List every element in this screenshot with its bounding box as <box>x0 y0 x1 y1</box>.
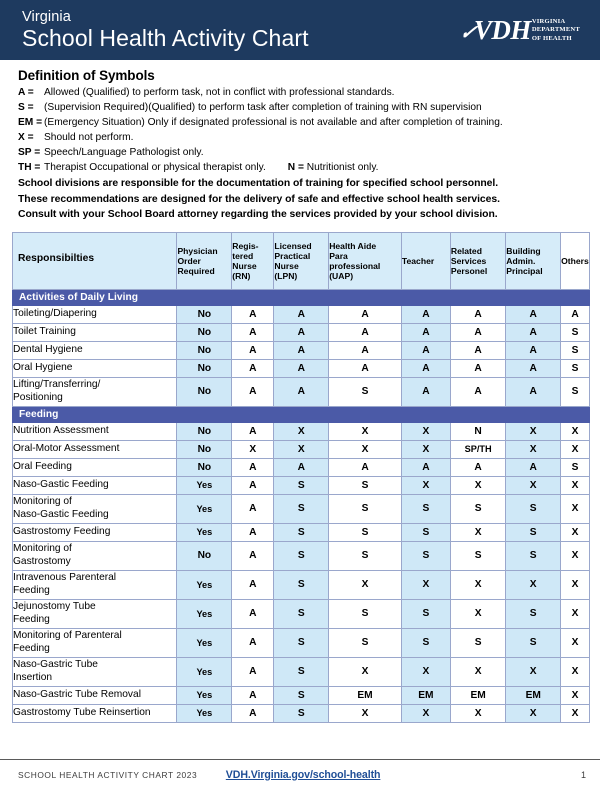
table-cell-value: X <box>561 704 590 722</box>
column-header-related-services-personel: Related Services Personel <box>450 232 505 289</box>
table-cell-value: S <box>401 599 450 628</box>
table-cell-value: Yes <box>177 570 232 599</box>
table-cell-value: A <box>232 458 274 476</box>
table-cell-value: A <box>274 458 329 476</box>
table-cell-value: Yes <box>177 686 232 704</box>
table-cell-value: A <box>329 341 402 359</box>
row-label: Naso-Gastric Tube Removal <box>13 686 177 704</box>
table-cell-value: A <box>450 458 505 476</box>
definition-symbol-th: TH = <box>18 161 41 173</box>
table-cell-value: S <box>274 628 329 657</box>
row-label: Naso-Gastric Tube Insertion <box>13 657 177 686</box>
definition-item-em <box>18 116 586 131</box>
table-cell-value: S <box>506 494 561 523</box>
table-cell-value: A <box>232 476 274 494</box>
table-cell-value: S <box>329 476 402 494</box>
table-cell-value: A <box>232 323 274 341</box>
table-cell-value: A <box>329 323 402 341</box>
definition-symbol-s: S = <box>18 101 34 113</box>
table-row <box>13 440 590 458</box>
table-row <box>13 359 590 377</box>
page-header-banner <box>0 0 600 60</box>
table-cell-value: S <box>561 323 590 341</box>
vdh-logo <box>457 14 586 45</box>
table-cell-value: S <box>329 541 402 570</box>
definition-symbol-x: X = <box>18 131 34 143</box>
activity-chart-table <box>12 232 590 723</box>
row-label: Oral Hygiene <box>13 359 177 377</box>
page-title: School Health Activity Chart <box>22 25 309 52</box>
table-cell-value: S <box>329 377 402 406</box>
table-cell-value: X <box>329 570 402 599</box>
table-cell-value: A <box>450 305 505 323</box>
table-cell-value: A <box>329 359 402 377</box>
table-cell-value: A <box>329 458 402 476</box>
definition-text-n: Nutritionist only. <box>306 161 379 173</box>
table-cell-value: S <box>506 628 561 657</box>
header-title-group <box>22 10 309 51</box>
table-cell-value: A <box>506 377 561 406</box>
table-cell-value: X <box>450 704 505 722</box>
table-body <box>13 289 590 722</box>
table-cell-value: A <box>232 523 274 541</box>
table-cell-value: X <box>232 440 274 458</box>
table-cell-value: X <box>506 657 561 686</box>
table-cell-value: X <box>506 476 561 494</box>
table-cell-value: No <box>177 377 232 406</box>
table-row <box>13 523 590 541</box>
table-section-header-row <box>13 406 590 422</box>
table-row <box>13 628 590 657</box>
definition-item-a <box>18 86 586 101</box>
table-cell-value: A <box>274 341 329 359</box>
definition-text-th: Therapist Occupational or physical therapist only. N = Nutritionist only. <box>44 161 379 173</box>
table-cell-value: EM <box>329 686 402 704</box>
table-cell-value: S <box>450 541 505 570</box>
table-cell-value: S <box>274 599 329 628</box>
table-cell-value: X <box>401 440 450 458</box>
table-cell-value: A <box>274 305 329 323</box>
table-cell-value: X <box>450 657 505 686</box>
table-cell-value: A <box>401 323 450 341</box>
table-cell-value: S <box>561 377 590 406</box>
row-label: Oral Feeding <box>13 458 177 476</box>
table-cell-value: S <box>274 686 329 704</box>
table-cell-value: A <box>232 377 274 406</box>
table-cell-value: N <box>450 422 505 440</box>
table-cell-value: X <box>450 523 505 541</box>
table-cell-value: S <box>401 541 450 570</box>
table-cell-value: A <box>232 704 274 722</box>
vdh-logo-wordmark <box>532 17 580 43</box>
table-cell-value: EM <box>450 686 505 704</box>
table-cell-value: No <box>177 541 232 570</box>
table-cell-value: S <box>561 458 590 476</box>
column-header-physician-order-required: Physician Order Required <box>177 232 232 289</box>
table-cell-value: S <box>274 541 329 570</box>
row-label: Monitoring of Naso-Gastic Feeding <box>13 494 177 523</box>
table-row <box>13 305 590 323</box>
table-cell-value: A <box>232 359 274 377</box>
table-cell-value: X <box>561 686 590 704</box>
table-cell-value: S <box>506 599 561 628</box>
table-cell-value: X <box>450 476 505 494</box>
table-row <box>13 657 590 686</box>
column-header-responsibilities: Responsibilties <box>13 232 177 289</box>
table-cell-value: S <box>274 523 329 541</box>
table-cell-value: A <box>401 458 450 476</box>
table-cell-value: A <box>401 359 450 377</box>
definition-text-sp: Speech/Language Pathologist only. <box>44 146 204 158</box>
table-cell-value: A <box>232 494 274 523</box>
table-cell-value: X <box>561 570 590 599</box>
table-cell-value: A <box>506 341 561 359</box>
table-cell-value: A <box>232 305 274 323</box>
row-label: Monitoring of Parenteral Feeding <box>13 628 177 657</box>
table-cell-value: X <box>561 599 590 628</box>
row-label: Dental Hygiene <box>13 341 177 359</box>
table-row <box>13 686 590 704</box>
table-cell-value: X <box>561 422 590 440</box>
table-cell-value: A <box>450 323 505 341</box>
table-cell-value: X <box>329 704 402 722</box>
table-cell-value: X <box>274 440 329 458</box>
vdh-logo-line1: VIRGINIA <box>531 17 566 25</box>
table-cell-value: X <box>506 422 561 440</box>
table-cell-value: S <box>450 494 505 523</box>
statement-line-2: These recommendations are designed for the delivery of safe and effective school health services. <box>18 193 500 205</box>
table-cell-value: S <box>329 599 402 628</box>
definition-item-th-n <box>18 161 586 176</box>
table-cell-value: Yes <box>177 599 232 628</box>
definitions-heading: Definition of Symbols <box>18 68 155 83</box>
table-header-row-group <box>13 232 590 289</box>
table-row <box>13 704 590 722</box>
table-cell-value: X <box>506 704 561 722</box>
table-cell-value: EM <box>401 686 450 704</box>
definition-text-a: Allowed (Qualified) to perform task, not in conflict with professional standards. <box>44 87 395 98</box>
table-cell-value: A <box>506 359 561 377</box>
table-cell-value: A <box>506 323 561 341</box>
table-cell-value: No <box>177 359 232 377</box>
table-row <box>13 599 590 628</box>
table-row <box>13 476 590 494</box>
table-cell-value: S <box>401 628 450 657</box>
table-cell-value: S <box>329 628 402 657</box>
table-cell-value: A <box>506 305 561 323</box>
table-cell-value: No <box>177 323 232 341</box>
row-label: Naso-Gastic Feeding <box>13 476 177 494</box>
table-cell-value: No <box>177 458 232 476</box>
page-footer <box>0 759 600 789</box>
table-cell-value: EM <box>506 686 561 704</box>
definition-item-x <box>18 131 586 146</box>
table-cell-value: X <box>561 440 590 458</box>
row-label: Lifting/Transferring/ Positioning <box>13 377 177 406</box>
table-cell-value: X <box>329 440 402 458</box>
table-cell-value: Yes <box>177 657 232 686</box>
vdh-logo-line2: DEPARTMENT <box>531 26 580 34</box>
table-cell-value: A <box>274 359 329 377</box>
table-row <box>13 570 590 599</box>
table-cell-value: X <box>506 570 561 599</box>
table-cell-value: S <box>506 541 561 570</box>
table-cell-value: A <box>450 341 505 359</box>
row-label: Intravenous Parenteral Feeding <box>13 570 177 599</box>
table-cell-value: A <box>401 341 450 359</box>
table-cell-value: A <box>232 541 274 570</box>
definition-item-sp <box>18 146 586 161</box>
table-cell-value: X <box>561 476 590 494</box>
definition-symbol-a: A = <box>18 87 34 98</box>
table-cell-value: X <box>401 704 450 722</box>
table-cell-value: S <box>401 523 450 541</box>
table-cell-value: X <box>274 422 329 440</box>
table-cell-value: S <box>329 494 402 523</box>
footer-website-link[interactable]: VDH.Virginia.gov/school-health <box>225 768 381 781</box>
table-cell-value: S <box>274 494 329 523</box>
column-header-teacher: Teacher <box>401 232 450 289</box>
table-cell-value: X <box>401 570 450 599</box>
header-state-name: Virginia <box>22 8 71 25</box>
table-cell-value: X <box>329 422 402 440</box>
table-header-row <box>13 232 590 289</box>
table-cell-value: X <box>450 570 505 599</box>
table-cell-value: S <box>329 523 402 541</box>
definition-text-s: (Supervision Required)(Qualified) to perform task after completion of training with RN supervision <box>44 101 482 113</box>
table-row <box>13 494 590 523</box>
column-header-building-admin-principal: Building Admin. Principal <box>506 232 561 289</box>
section-title: Activities of Daily Living <box>13 289 590 305</box>
table-cell-value: X <box>561 541 590 570</box>
table-cell-value: A <box>401 377 450 406</box>
table-cell-value: No <box>177 440 232 458</box>
table-section-header-row <box>13 289 590 305</box>
definition-symbol-sp: SP = <box>18 146 41 158</box>
table-cell-value: Yes <box>177 628 232 657</box>
table-cell-value: X <box>401 476 450 494</box>
table-cell-value: Yes <box>177 476 232 494</box>
table-cell-value: A <box>450 359 505 377</box>
row-label: Toileting/Diapering <box>13 305 177 323</box>
table-cell-value: A <box>232 599 274 628</box>
table-row <box>13 341 590 359</box>
table-cell-value: X <box>401 422 450 440</box>
table-cell-value: A <box>232 422 274 440</box>
table-cell-value: A <box>329 305 402 323</box>
table-cell-value: X <box>561 628 590 657</box>
table-cell-value: X <box>561 494 590 523</box>
table-cell-value: X <box>561 657 590 686</box>
definition-text-em: (Emergency Situation) Only if designated professional is not available and after completion of training. <box>44 116 503 128</box>
table-row <box>13 323 590 341</box>
table-cell-value: A <box>561 305 590 323</box>
row-label: Oral-Motor Assessment <box>13 440 177 458</box>
vdh-logo-acronym: ✓VDH <box>457 14 531 45</box>
column-header-registered-nurse: Regis- tered Nurse (RN) <box>232 232 274 289</box>
definition-item-s <box>18 101 586 116</box>
definition-text-x: Should not perform. <box>44 131 134 143</box>
footer-document-title: SCHOOL HEALTH ACTIVITY CHART 2023 <box>18 769 198 780</box>
table-cell-value: S <box>450 628 505 657</box>
table-cell-value: A <box>274 323 329 341</box>
footer-page-number: 1 <box>580 769 586 780</box>
table-row <box>13 458 590 476</box>
table-cell-value: S <box>274 476 329 494</box>
row-label: Jejunostomy Tube Feeding <box>13 599 177 628</box>
statement-line-1: School divisions are responsible for the documentation of training for specified school personnel. <box>18 177 499 189</box>
row-label: Monitoring of Gastrostomy <box>13 541 177 570</box>
row-label: Gastrostomy Feeding <box>13 523 177 541</box>
activity-chart-table-container <box>0 223 600 723</box>
column-header-health-aide-paraprofessional: Health Aide Para professional (UAP) <box>329 232 402 289</box>
table-cell-value: SP/TH <box>450 440 505 458</box>
table-cell-value: X <box>401 657 450 686</box>
table-cell-value: A <box>232 341 274 359</box>
table-cell-value: S <box>561 359 590 377</box>
table-cell-value: S <box>401 494 450 523</box>
table-cell-value: S <box>561 341 590 359</box>
table-cell-value: Yes <box>177 494 232 523</box>
table-cell-value: X <box>506 440 561 458</box>
row-label: Gastrostomy Tube Reinsertion <box>13 704 177 722</box>
row-label: Toilet Training <box>13 323 177 341</box>
table-cell-value: Yes <box>177 523 232 541</box>
table-cell-value: S <box>274 570 329 599</box>
table-cell-value: X <box>561 523 590 541</box>
table-cell-value: S <box>274 704 329 722</box>
row-label: Nutrition Assessment <box>13 422 177 440</box>
table-row <box>13 541 590 570</box>
table-cell-value: A <box>506 458 561 476</box>
table-cell-value: X <box>329 657 402 686</box>
table-cell-value: No <box>177 422 232 440</box>
table-cell-value: No <box>177 305 232 323</box>
definition-symbol-em: EM = <box>18 116 43 128</box>
table-cell-value: X <box>450 599 505 628</box>
table-cell-value: A <box>232 628 274 657</box>
table-cell-value: A <box>232 686 274 704</box>
table-cell-value: A <box>232 657 274 686</box>
table-cell-value: A <box>450 377 505 406</box>
definition-of-symbols-section <box>0 60 600 223</box>
column-header-licensed-practical-nurse: Licensed Practical Nurse (LPN) <box>274 232 329 289</box>
statement-line-3: Consult with your School Board attorney regarding the services provided by your school division. <box>18 209 498 221</box>
table-row <box>13 422 590 440</box>
table-cell-value: Yes <box>177 704 232 722</box>
section-title: Feeding <box>13 406 590 422</box>
table-row <box>13 377 590 406</box>
column-header-others: Others <box>561 232 590 289</box>
definition-symbol-n: N = <box>287 161 304 173</box>
table-cell-value: No <box>177 341 232 359</box>
table-cell-value: A <box>232 570 274 599</box>
table-cell-value: S <box>274 657 329 686</box>
table-cell-value: S <box>506 523 561 541</box>
vdh-logo-checkmark-icon: ✓ <box>457 21 479 44</box>
table-cell-value: A <box>401 305 450 323</box>
vdh-logo-line3: OF HEALTH <box>531 34 572 42</box>
table-cell-value: A <box>274 377 329 406</box>
